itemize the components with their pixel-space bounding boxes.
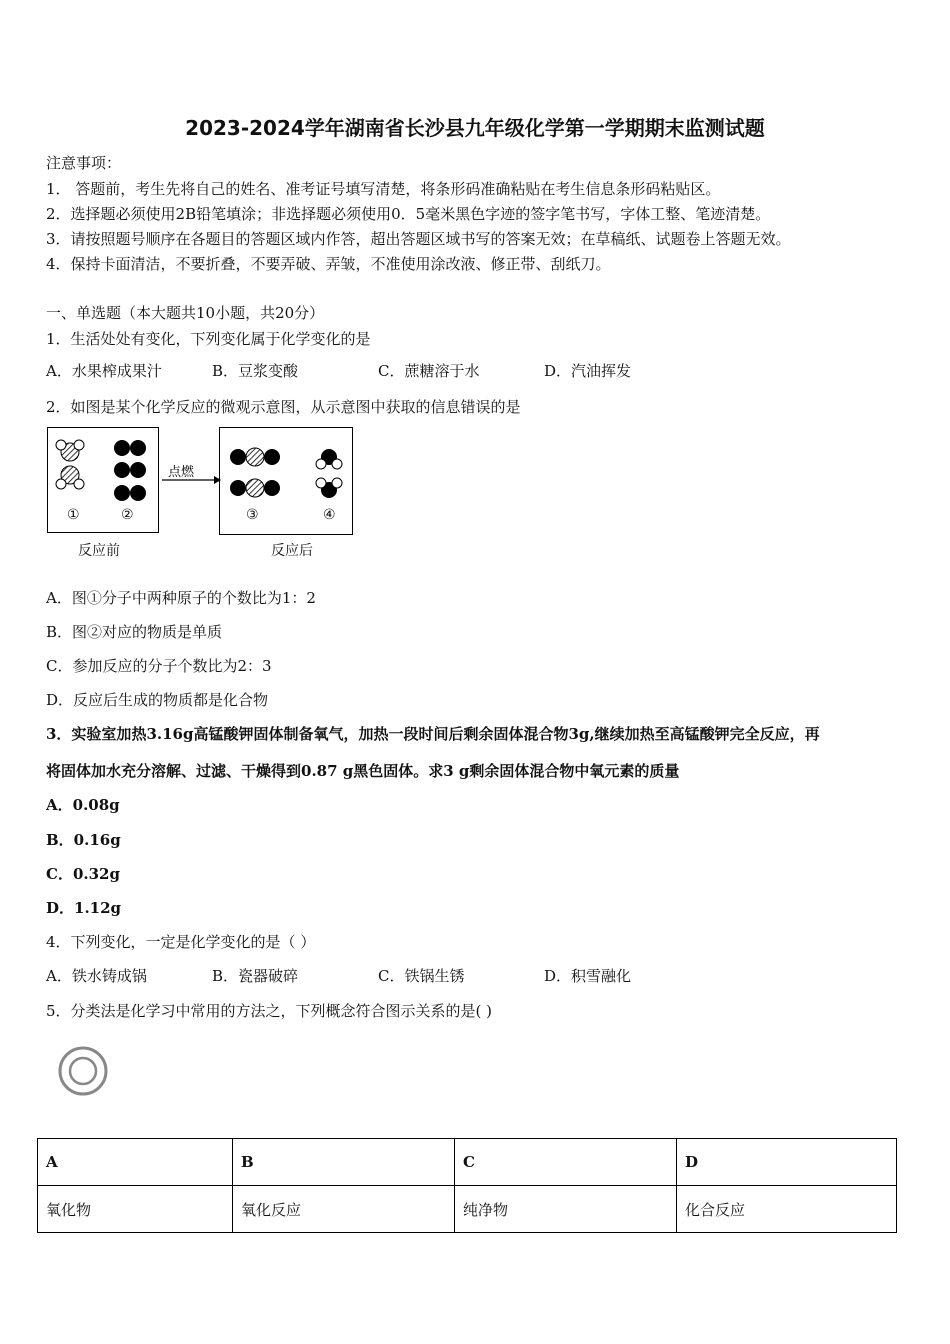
question-3-option-b: B．0.16g bbox=[46, 831, 121, 849]
question-3-stem-line2: 将固体加水充分溶解、过滤、干燥得到0.87 g黑色固体。求3 g剩余固体混合物中氧元素的质量 bbox=[46, 762, 680, 780]
option-d: D．汽油挥发 bbox=[544, 362, 632, 380]
question-2-option-b: B．图②对应的物质是单质 bbox=[46, 623, 223, 641]
notice-item: 1． 答题前，考生先将自己的姓名、准考证号填写清楚，将条形码准确粘贴在考生信息条形码粘贴区。 bbox=[46, 180, 721, 198]
notice-item: 2．选择题必须使用2B铅笔填涂；非选择题必须使用0．5毫米黑色字迹的签字笔书写，字体工整、笔迹清楚。 bbox=[46, 205, 771, 223]
table-cell: 化合反应 bbox=[677, 1186, 897, 1233]
figure-label-1: ① bbox=[67, 507, 80, 523]
page-title: 2023-2024学年湖南省长沙县九年级化学第一学期期末监测试题 bbox=[185, 116, 765, 140]
notice-item: 3．请按照题号顺序在各题目的答题区域内作答，超出答题区域书写的答案无效；在草稿纸、试题卷上答题无效。 bbox=[46, 230, 791, 248]
table-header-cell: B bbox=[233, 1139, 455, 1186]
molecule-1 bbox=[56, 440, 84, 489]
question-4-stem: 4．下列变化，一定是化学变化的是（ ） bbox=[46, 933, 316, 951]
table-row bbox=[38, 1139, 897, 1186]
molecule-drawing bbox=[40, 420, 360, 540]
table-cell: 氧化反应 bbox=[233, 1186, 455, 1233]
option-b: B．瓷器破碎 bbox=[212, 967, 299, 985]
molecule-2 bbox=[114, 440, 146, 501]
question-1-stem: 1．生活处处有变化，下列变化属于化学变化的是 bbox=[46, 330, 371, 348]
question-2-option-d: D．反应后生成的物质都是化合物 bbox=[46, 691, 269, 709]
answer-table bbox=[37, 1138, 897, 1233]
question-3-option-a: A．0.08g bbox=[46, 796, 120, 814]
question-3-option-d: D．1.12g bbox=[46, 899, 122, 917]
after-caption: 反应后 bbox=[271, 543, 313, 559]
option-d: D．积雪融化 bbox=[544, 967, 632, 985]
figure-label-4: ④ bbox=[323, 507, 336, 523]
option-c: C．蔗糖溶于水 bbox=[378, 362, 480, 380]
question-2-stem: 2．如图是某个化学反应的微观示意图，从示意图中获取的信息错误的是 bbox=[46, 398, 521, 416]
before-caption: 反应前 bbox=[78, 543, 120, 559]
molecule-3 bbox=[230, 448, 280, 497]
table-header-cell: C bbox=[455, 1139, 677, 1186]
reaction-arrow bbox=[162, 464, 221, 484]
option-c: C．铁锅生锈 bbox=[378, 967, 465, 985]
question-3-stem-line1: 3．实验室加热3.16g高锰酸钾固体制备氧气，加热一段时间后剩余固体混合物3g,继续加热至高锰酸钾完全反应，再 bbox=[46, 725, 820, 743]
question-2-option-a: A．图①分子中两种原子的个数比为1：2 bbox=[46, 589, 316, 607]
table-cell: 氧化物 bbox=[38, 1186, 233, 1233]
notice-heading: 注意事项： bbox=[46, 154, 122, 172]
figure-label-3: ③ bbox=[246, 507, 259, 523]
table-row bbox=[38, 1186, 897, 1233]
option-b: B．豆浆变酸 bbox=[212, 362, 299, 380]
question-5-stem: 5．分类法是化学习中常用的方法之，下列概念符合图示关系的是( ) bbox=[46, 1002, 493, 1020]
table-header-cell: A bbox=[38, 1139, 233, 1186]
figure-label-2: ② bbox=[121, 507, 134, 523]
molecule-4 bbox=[316, 449, 342, 498]
arrow-label: 点燃 bbox=[168, 465, 195, 480]
option-a: A．水果榨成果汁 bbox=[46, 362, 162, 380]
question-1-options bbox=[46, 360, 631, 381]
concentric-circles-figure bbox=[56, 1044, 110, 1098]
section-heading: 一、单选题（本大题共10小题，共20分） bbox=[46, 304, 325, 322]
table-header-cell: D bbox=[677, 1139, 897, 1186]
question-4-options bbox=[46, 965, 631, 986]
notice-item: 4．保持卡面清洁，不要折叠，不要弄破、弄皱，不准使用涂改液、修正带、刮纸刀。 bbox=[46, 255, 611, 273]
question-2-option-c: C．参加反应的分子个数比为2：3 bbox=[46, 657, 272, 675]
question-3-option-c: C．0.32g bbox=[46, 865, 120, 883]
table-cell: 纯净物 bbox=[455, 1186, 677, 1233]
option-a: A．铁水铸成锅 bbox=[46, 967, 147, 985]
